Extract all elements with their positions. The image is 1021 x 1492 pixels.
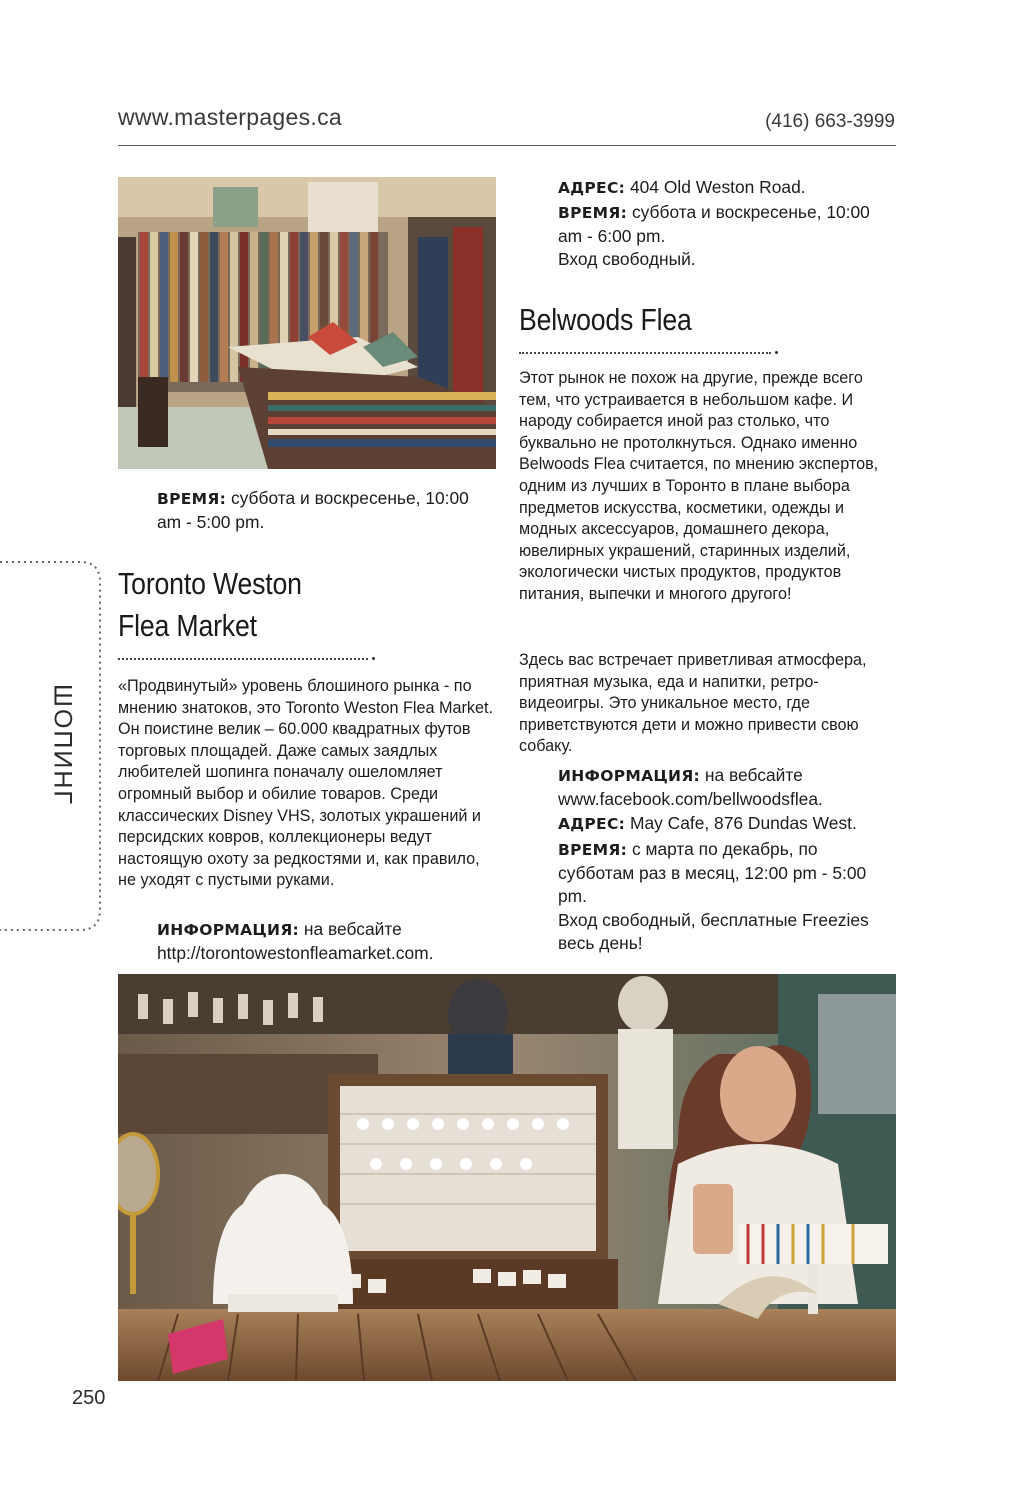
belwoods-time [558, 838, 878, 908]
belwoods-title: Belwoods Flea [519, 302, 692, 337]
toronto-title-line2: Flea Market [118, 608, 257, 643]
address-text: May Cafe, 876 Dundas West. [629, 813, 857, 833]
page-number: 250 [72, 1387, 106, 1409]
time-label: ВРЕМЯ: [157, 490, 227, 508]
time-text: с марта по декабрь, по субботам раз в месяц, 12:00 pm - 5:00 pm. [558, 839, 867, 906]
info-label: ИНФОРМАЦИЯ: [157, 921, 300, 939]
toronto-rule-end [372, 657, 375, 660]
time-text: суббота и воскресенье, 10:00 am - 5:00 pm. [157, 488, 469, 532]
toronto-entry: Вход свободный. [558, 249, 696, 269]
header-rule [118, 145, 896, 146]
info-text[interactable]: на вебсайте www.facebook.com/bellwoodsflea. [558, 765, 823, 809]
time-label: ВРЕМЯ: [558, 204, 628, 222]
section-label [42, 680, 82, 810]
belwoods-body-2: Здесь вас встречает приветливая атмосфера, приятная музыка, еда и напитки, ретро-видеоигры. Это уникальное место, где приветствуются дети и можно привести свою собаку. [519, 651, 867, 756]
toronto-dotted-rule [118, 658, 368, 660]
top-photo-time [157, 487, 487, 534]
address-label: АДРЕС: [558, 815, 626, 833]
toronto-info [157, 918, 497, 965]
address-label: АДРЕС: [558, 179, 626, 197]
site-url[interactable]: www.masterpages.ca [118, 104, 342, 130]
toronto-address [558, 176, 888, 200]
phone-number: (416) 663-3999 [765, 111, 895, 132]
address-text: 404 Old Weston Road. [629, 177, 806, 197]
rug-shop-illustration [118, 177, 496, 469]
rug-shop-photo [118, 177, 496, 469]
time-text: суббота и воскресенье, 10:00 am - 6:00 pm. [558, 202, 870, 246]
belwoods-rule-end [775, 351, 778, 354]
jewelry-stall-photo [118, 974, 896, 1381]
belwoods-entry: Вход свободный, бесплатные Freezies весь день! [558, 910, 869, 953]
section-label-text: ШОПИНГ [48, 684, 77, 806]
jewelry-stall-illustration [118, 974, 896, 1381]
toronto-body: «Продвинутый» уровень блошиного рынка - по мнению знатоков, это Toronto Weston Flea Market. Он поистине велик – 60.000 квадратных футов торговых площадей. Даже самых заядлых любителей шопинга поначалу ошеломляет огромный выбор и обилие товаров. Среди классических Disney VHS, золотых украшений и персидских ковров, коллекционеры ведут настоящую охоту за редкостями и, как правило, не уходят с пустыми руками. [118, 677, 493, 890]
info-label: ИНФОРМАЦИЯ: [558, 767, 701, 785]
belwoods-info [558, 764, 893, 811]
toronto-title-line1: Toronto Weston [118, 566, 302, 601]
belwoods-body-1: Этот рынок не похож на другие, прежде всего тем, что устраивается в небольшом кафе. И народу собирается иной раз столько, что буквально не протолкнуться. Однако именно Belwoods Flea считается, по мнению экспертов, одним из лучших в Торонто в плане выбора предметов искусства, косметики, одежды и модных аксессуаров, домашнего декора, ювелирных украшений, старинных изделий, экологически чистых продуктов, продуктов питания, выпечки и многого другого! [519, 369, 879, 603]
toronto-time [558, 201, 878, 248]
belwoods-address [558, 812, 903, 836]
time-label: ВРЕМЯ: [558, 841, 628, 859]
info-text[interactable]: на вебсайте http://torontowestonfleamarket.com. [157, 919, 434, 963]
belwoods-dotted-rule [519, 352, 771, 354]
